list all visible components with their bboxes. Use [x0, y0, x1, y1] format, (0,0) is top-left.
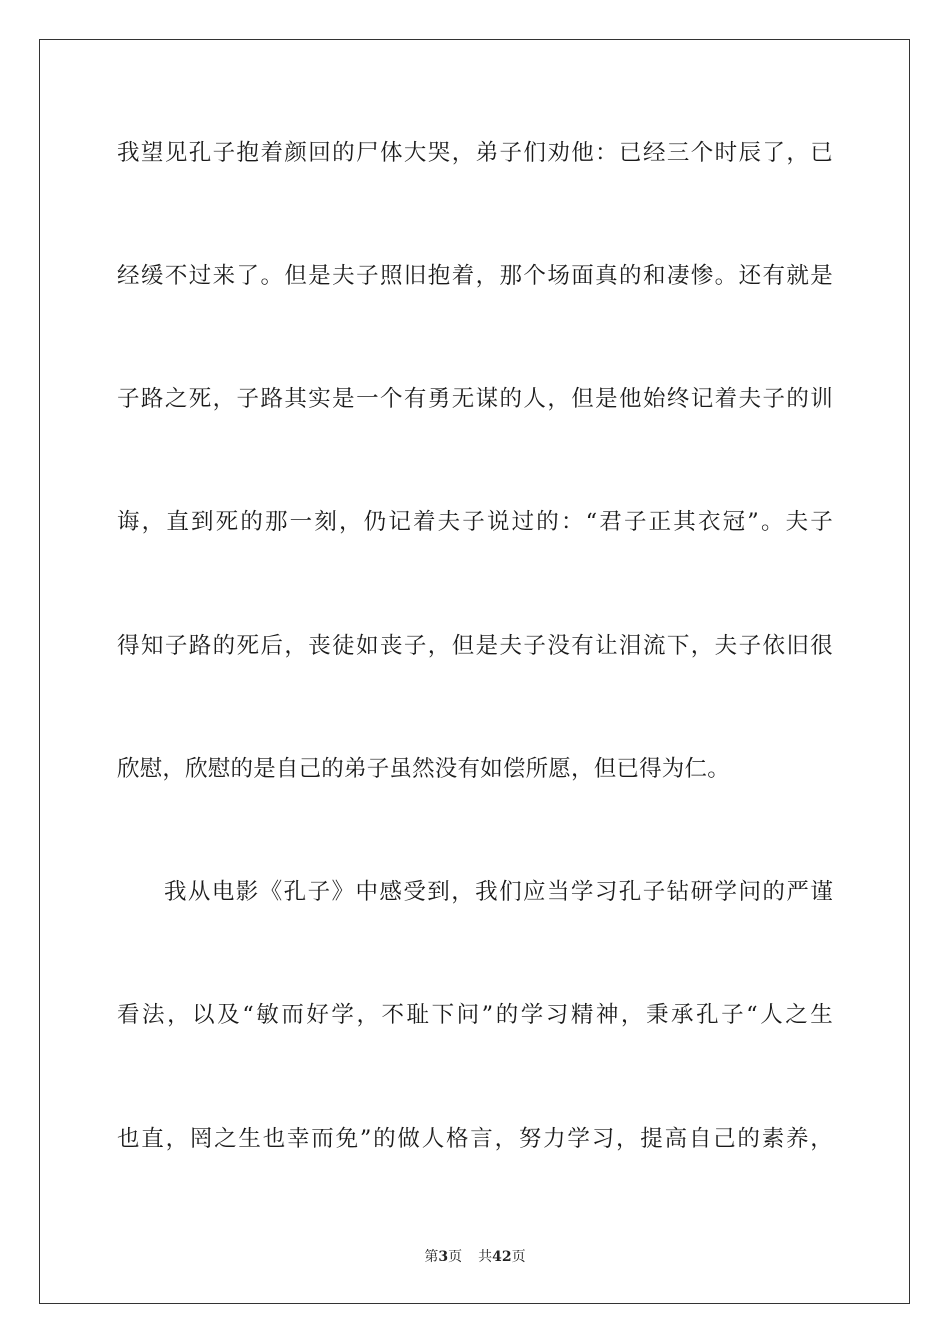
text-line-7: 我从电影《孔子》中感受到，我们应当学习孔子钻研学问的严谨	[164, 879, 833, 905]
total-pages: 42	[492, 1249, 512, 1265]
page-footer	[0, 1247, 950, 1267]
text-line-9: 也直，罔之生也幸而免”的做人格言，努力学习，提高自己的素养，	[117, 1126, 833, 1152]
text-line-8: 看法，以及“敏而好学，不耻下问”的学习精神，秉承孔子“人之生	[117, 1002, 833, 1028]
page-suffix: 页	[448, 1249, 463, 1265]
text-line-1: 我望见孔子抱着颜回的尸体大哭，弟子们劝他：已经三个时辰了，已	[117, 140, 833, 166]
text-line-3: 子路之死，子路其实是一个有勇无谋的人，但是他始终记着夫子的训	[117, 386, 833, 412]
page-prefix: 第	[424, 1249, 439, 1265]
total-suffix: 页	[511, 1249, 526, 1265]
text-line-5: 得知子路的死后，丧徒如丧子，但是夫子没有让泪流下，夫子依旧很	[117, 633, 833, 659]
page-border	[39, 39, 910, 1304]
text-line-4: 诲，直到死的那一刻，仍记着夫子说过的：“君子正其衣冠”。夫子	[117, 509, 833, 535]
page-number: 3	[438, 1249, 449, 1265]
text-line-2: 经缓不过来了。但是夫子照旧抱着，那个场面真的和凄惨。还有就是	[117, 263, 833, 289]
text-line-6: 欣慰，欣慰的是自己的弟子虽然没有如偿所愿，但已得为仁。	[117, 756, 730, 782]
total-prefix: 共	[478, 1249, 493, 1265]
